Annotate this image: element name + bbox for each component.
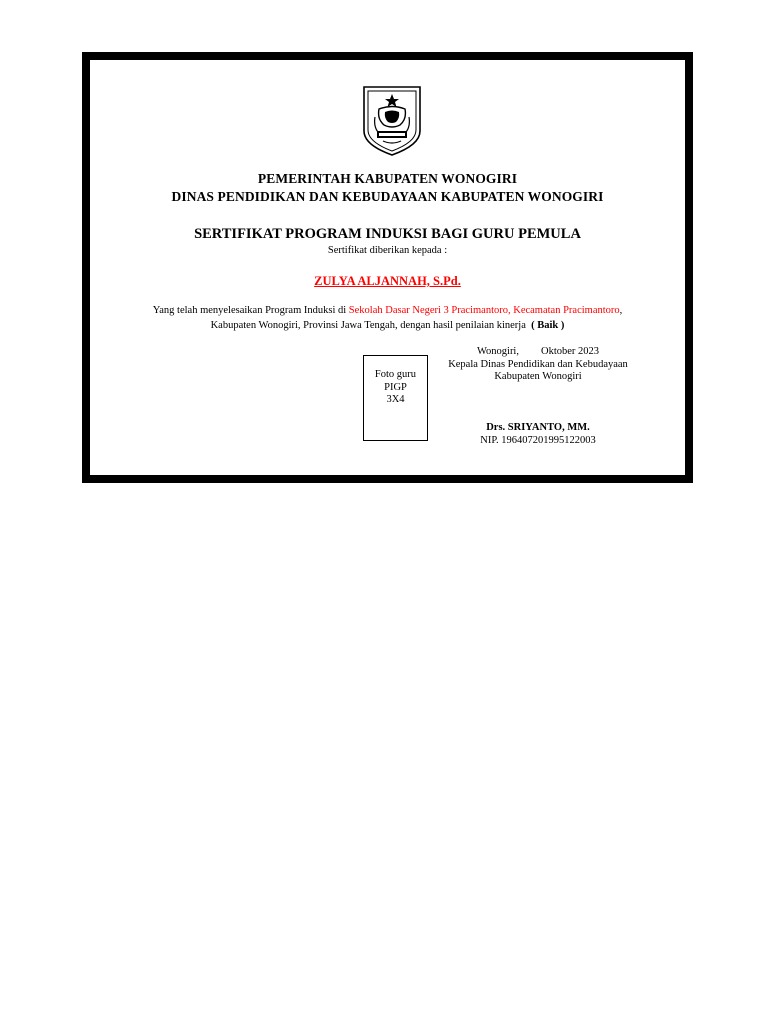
signature-place: Wonogiri, [476, 346, 519, 357]
completion-prefix: Yang telah menyelesaikan Program Induksi di [152, 305, 349, 316]
signature-month-year: Oktober 2023 [540, 346, 600, 357]
signer-name: Drs. SRIYANTO, MM. [486, 422, 590, 433]
photo-label-line-3: 3X4 [386, 394, 405, 405]
wonogiri-regency-emblem-icon [361, 85, 423, 157]
certificate-subtitle: Sertifikat diberikan kepada : [327, 245, 448, 256]
teacher-photo-placeholder [363, 355, 428, 441]
certificate-title: SERTIFIKAT PROGRAM INDUKSI BAGI GURU PEMULA [194, 226, 581, 242]
completion-statement-line-2 [90, 320, 685, 331]
signer-position-line-2: Kabupaten Wonogiri [494, 371, 582, 382]
school-name: Sekolah Dasar Negeri 3 Pracimantoro, Kecamatan Pracimantoro [348, 305, 620, 316]
performance-grade: ( Baik ) [531, 320, 565, 331]
completion-comma: , [619, 305, 623, 316]
signer-nip: NIP. 196407201995122003 [480, 435, 596, 446]
government-header-line-2: DINAS PENDIDIKAN DAN KEBUDAYAAN KABUPATEN WONOGIRI [171, 189, 604, 204]
certificate-frame [82, 52, 693, 483]
photo-label-line-2: PIGP [384, 381, 407, 393]
signer-position-line-1: Kepala Dinas Pendidikan dan Kebudayaan [448, 359, 628, 370]
signature-date [428, 346, 648, 357]
recipient-name: ZULYA ALJANNAH, S.Pd. [314, 274, 461, 288]
photo-label-line-1: Foto guru [374, 369, 417, 380]
completion-location-text: Kabupaten Wonogiri, Provinsi Jawa Tengah, dengan hasil penilaian kinerja [210, 320, 526, 331]
government-header-line-1: PEMERINTAH KABUPATEN WONOGIRI [257, 171, 518, 186]
completion-statement-line-1 [90, 305, 685, 316]
